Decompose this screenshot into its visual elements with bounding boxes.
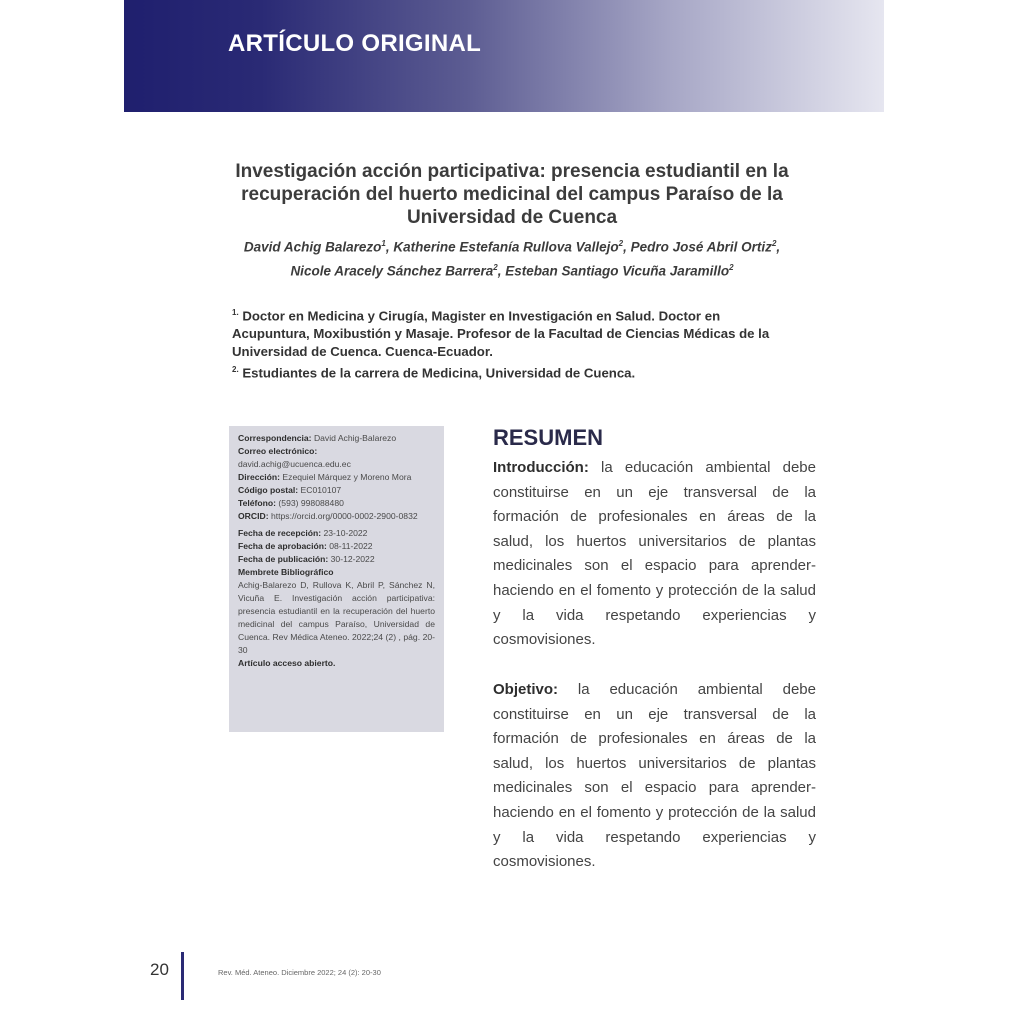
introduction-text: la educación ambiental debe constituirse en un eje transversal de la formación de profesionales en áreas de la salud, los huertos universitarios de plantas medicinales son el espacio para aprender-haciendo en el fomento y protección de la salud y la vida respetando experiencias y cosmovisiones. [493, 459, 816, 649]
affiliation-text: Doctor en Medicina y Cirugía, Magister en Investigación en Salud. Doctor en Acupuntura, Moxibustión y Masaje. Profesor de la Facultad de Ciencias Médicas de la Universidad de Cuenca. Cuenca-Ecuador. [232, 308, 770, 360]
author-sup: 2 [618, 239, 624, 248]
email-value[interactable]: david.achig@ucuenca.edu.ec [238, 459, 351, 469]
author-sup: 2 [771, 239, 777, 248]
phone-label: Teléfono: [238, 498, 277, 508]
affiliation-1 [232, 304, 792, 361]
citation-text: Achig-Balarezo D, Rullova K, Abril P, Sánchez N, Vicuña E. Investigación acción participativa: presencia estudiantil en la recuperación del huerto medicinal del campus Paraíso, Universidad de Cuenca. Rev Médica Ateneo. 2022;24 (2) , pág. 20-30 [238, 580, 435, 655]
author-list: David Achig Balarezo$^1$, Katherine Estefanía Rullova Vallejo$^2$, Pedro José Abril Ortiz$^2$, Nicole Aracely Sánchez Barrera$^2$, Esteban Santiago Vicuña Jaramillo$^2$ [243, 239, 781, 278]
received-label: Fecha de recepción: [238, 528, 322, 538]
approved-label: Fecha de aprobación: [238, 541, 327, 551]
address-label: Dirección: [238, 472, 281, 482]
author-name: Esteban Santiago Vicuña Jaramillo [505, 263, 730, 278]
affiliation-2 [232, 361, 792, 382]
correspondence-label: Correspondencia: [238, 433, 312, 443]
orcid-label: ORCID: [238, 511, 269, 521]
author-sup: 2 [493, 262, 498, 272]
affiliation-text: Estudiantes de la carrera de Medicina, Universidad de Cuenca. [242, 365, 636, 381]
abstract-introduction [493, 456, 816, 653]
abstract-objective [493, 678, 816, 875]
postal-label: Código postal: [238, 485, 299, 495]
article-title: Investigación acción participativa: presencia estudiantil en la recuperación del huerto medicinal del campus Paraíso de la Universidad de Cuenca [235, 161, 789, 228]
author-sup: 2 [729, 262, 734, 272]
section-label: ARTÍCULO ORIGINAL [228, 30, 482, 57]
approved-date: 08-11-2022 [329, 541, 373, 551]
phone-value: (593) 998088480 [278, 498, 344, 508]
author-name: Nicole Aracely Sánchez Barrera [290, 263, 494, 278]
footer-citation: Rev. Méd. Ateneo. Diciembre 2022; 24 (2): 20-30 [218, 968, 381, 977]
published-date: 30-12-2022 [330, 554, 375, 564]
author-name: David Achig Balarezo [243, 239, 382, 255]
page-number: 20 [150, 960, 169, 979]
header-banner [124, 0, 884, 112]
email-label: Correo electrónico: [238, 446, 318, 456]
affiliation-mark: 2. [232, 365, 239, 374]
correspondence-box [229, 426, 444, 732]
open-access-note: Artículo acceso abierto. [238, 658, 336, 668]
author-sup: 1 [381, 239, 386, 248]
abstract-heading: RESUMEN [493, 425, 604, 450]
affiliation-mark: 1. [232, 308, 239, 317]
objective-text: la educación ambiental debe constituirse en un eje transversal de la formación de profesionales en áreas de la salud, los huertos universitarios de plantas medicinales son el espacio para aprender-haciendo en el fomento y protección de la salud y la vida respetando experiencias y cosmovisiones. [493, 681, 816, 871]
correspondence-value: David Achig-Balarezo [313, 433, 397, 443]
footer-divider [181, 952, 184, 1000]
objective-label: Objetivo: [493, 681, 559, 698]
author-name: Pedro José Abril Ortiz [630, 239, 772, 255]
orcid-link[interactable]: https://orcid.org/0000-0002-2900-0832 [270, 511, 418, 521]
published-label: Fecha de publicación: [238, 554, 329, 564]
citation-label: Membrete Bibliográfico [238, 567, 334, 577]
postal-value: EC010107 [300, 485, 342, 495]
author-name: Katherine Estefanía Rullova Vallejo [393, 239, 619, 255]
introduction-label: Introducción: [493, 459, 589, 476]
received-date: 23-10-2022 [323, 528, 368, 538]
address-value: Ezequiel Márquez y Moreno Mora [282, 472, 412, 482]
